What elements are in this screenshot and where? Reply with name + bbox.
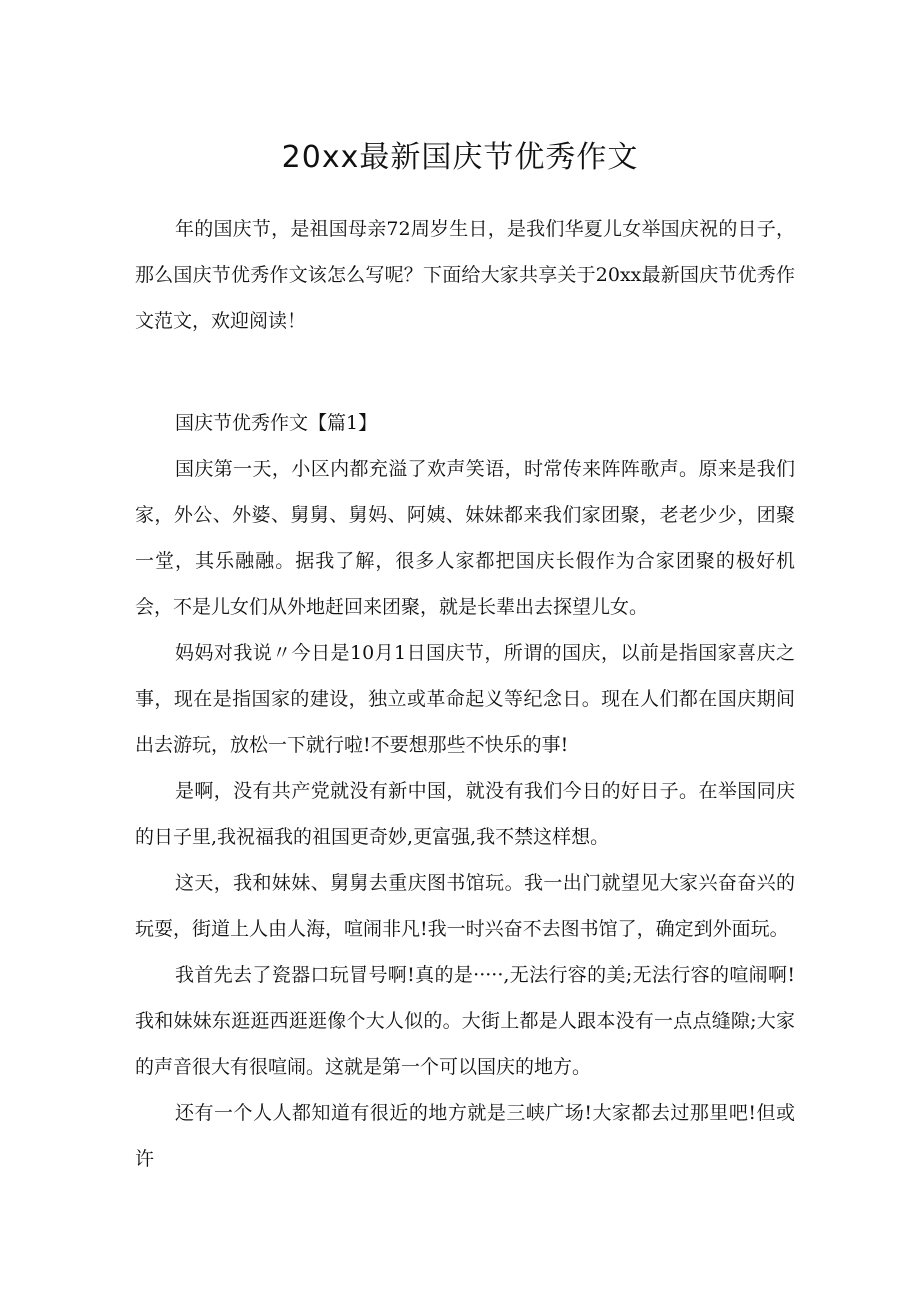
body-paragraph: 国庆第一天，小区内都充溢了欢声笑语，时常传来阵阵歌声。原来是我们家，外公、外婆、舅舅、舅妈、阿姨、妹妹都来我们家团聚，老老少少，团聚一堂，其乐融融。据我了解，很多人家都把国庆长假作为合家团聚的极好机会，不是儿女们从外地赶回来团聚，就是长辈出去探望儿女。 xyxy=(135,458,795,618)
section-heading: 国庆节优秀作文【篇1】 xyxy=(175,412,378,434)
document-body xyxy=(135,206,795,1182)
intro-paragraph: 年的国庆节，是祖国母亲72周岁生日，是我们华夏儿女举国庆祝的日子，那么国庆节优秀作文该怎么写呢？下面给大家共享关于20xx最新国庆节优秀作文范文，欢迎阅读！ xyxy=(135,218,795,332)
document-title: 20xx最新国庆节优秀作文 xyxy=(281,140,639,175)
body-paragraph: 还有一个人人都知道有很近的地方就是三峡广场!大家都去过那里吧!但或许 xyxy=(135,1102,795,1170)
body-paragraph: 是啊，没有共产党就没有新中国，就没有我们今日的好日子。在举国同庆的日子里,我祝福我的祖国更奇妙,更富强,我不禁这样想。 xyxy=(135,780,795,848)
body-paragraph: 这天，我和妹妹、舅舅去重庆图书馆玩。我一出门就望见大家兴奋奋兴的玩耍，街道上人由人海，喧闹非凡!我一时兴奋不去图书馆了，确定到外面玩。 xyxy=(135,872,795,940)
body-paragraph: 妈妈对我说〃今日是10月1日国庆节，所谓的国庆，以前是指国家喜庆之事，现在是指国家的建设，独立或革命起义等纪念日。现在人们都在国庆期间出去游玩，放松一下就行啦!不要想那些不快乐的事! xyxy=(135,642,795,756)
body-paragraph: 我首先去了瓷器口玩冒号啊!真的是·····,无法行容的美;无法行容的喧闹啊!我和妹妹东逛逛西逛逛像个大人似的。大街上都是人跟本没有一点点缝隙;大家的声音很大有很喧闹。这就是第一个可以国庆的地方。 xyxy=(135,964,795,1078)
